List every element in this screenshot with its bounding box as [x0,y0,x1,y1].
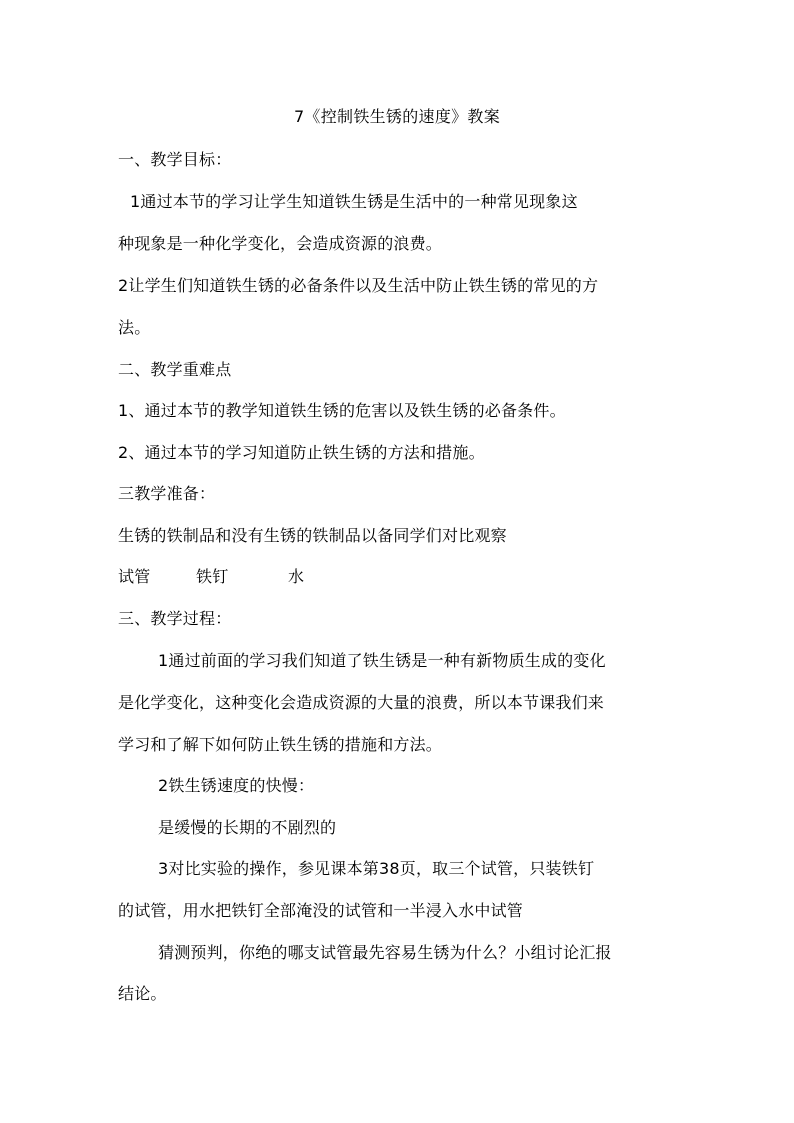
objective-2-line-2: 法。 [118,318,151,337]
process-4-line-1: 猜测预判，你绝的哪支试管最先容易生锈为什么？小组讨论汇报 [158,943,612,962]
material-item: 铁钉 [196,567,229,586]
process-1-line-2: 是化学变化，这种变化会造成资源的大量的浪费，所以本节课我们来 [118,693,605,712]
key-point-2: 2、通过本节的学习知道防止铁生锈的方法和措施。 [118,443,485,462]
section-heading-objectives: 一、教学目标： [118,150,232,169]
document-title: 7《控制铁生锈的速度》教案 [293,107,501,126]
process-2-heading: 2铁生锈速度的快慢： [158,776,315,795]
section-heading-process: 三、教学过程： [118,609,232,628]
objective-1-line-2: 种现象是一种化学变化，会造成资源的浪费。 [118,234,443,253]
section-heading-key-points: 二、教学重难点 [118,360,232,379]
section-heading-preparation: 三教学准备： [118,484,216,503]
process-1-line-1: 1通过前面的学习我们知道了铁生锈是一种有新物质生成的变化 [158,651,606,670]
process-2-text: 是缓慢的长期的不剧烈的 [158,818,337,837]
materials-list [118,567,304,587]
objective-2-line-1: 2让学生们知道铁生锈的必备条件以及生活中防止铁生锈的常见的方 [118,276,599,295]
process-3-line-2: 的试管，用水把铁钉全部淹没的试管和一半浸入水中试管 [118,901,524,920]
key-point-1: 1、通过本节的教学知道铁生锈的危害以及铁生锈的必备条件。 [118,401,566,420]
process-1-line-3: 学习和了解下如何防止铁生锈的措施和方法。 [118,735,443,754]
objective-1-line-1: 1通过本节的学习让学生知道铁生锈是生活中的一种常见现象这 [130,192,578,211]
material-item: 水 [288,567,305,586]
process-3-line-1: 3对比实验的操作，参见课本第38页，取三个试管，只装铁钉 [158,859,595,878]
material-item: 试管 [118,567,151,586]
process-4-line-2: 结论。 [118,984,167,1003]
preparation-text: 生锈的铁制品和没有生锈的铁制品以备同学们对比观察 [118,526,507,545]
